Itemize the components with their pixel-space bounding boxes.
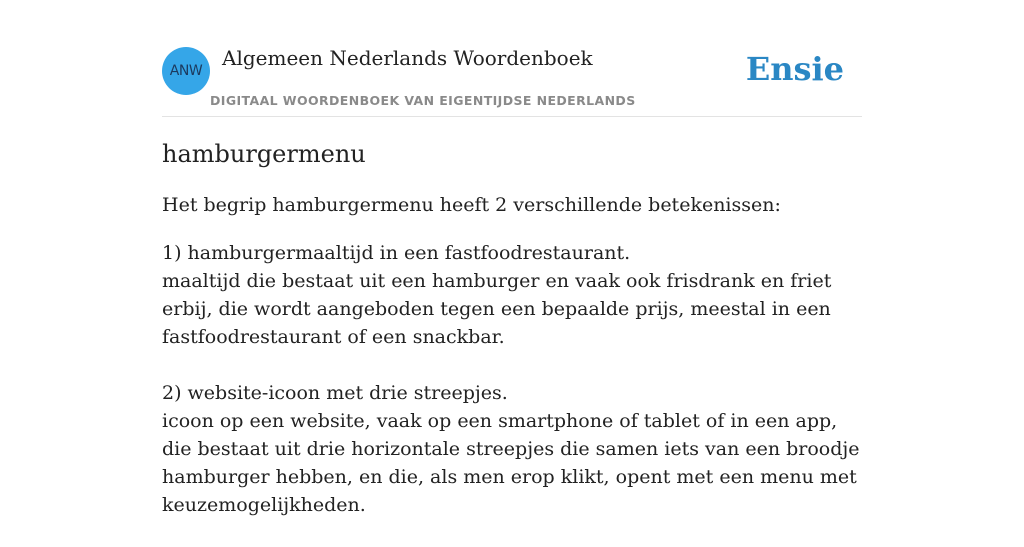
page-container — [162, 0, 862, 516]
definition-text: maaltijd die bestaat uit een hamburger en vaak ook frisdrank en friet erbij, die wordt aangeboden tegen een bepaalde prijs, meestal in een fastfoodrestaurant of een snackbar. — [162, 270, 832, 348]
site-header — [162, 0, 862, 117]
logo-text: ANW — [169, 63, 203, 79]
anw-logo[interactable] — [162, 47, 210, 95]
definitions-list — [162, 239, 862, 547]
definition-heading: 2) website-icoon met drie streepjes. — [162, 382, 508, 404]
site-subtitle: DIGITAAL WOORDENBOEK VAN EIGENTIJDSE NEDERLANDS — [210, 93, 636, 108]
definition-item — [162, 379, 862, 519]
entry-intro: Het begrip hamburgermenu heeft 2 verschillende betekenissen: — [162, 194, 781, 216]
definition-item — [162, 239, 862, 351]
definition-heading: 1) hamburgermaaltijd in een fastfoodrestaurant. — [162, 242, 631, 264]
definition-text: icoon op een website, vaak op een smartphone of tablet of in een app, die bestaat uit drie horizontale streepjes die samen iets van een broodje hamburger hebben, en die, als men erop klikt, opent met een menu met keuzemogelijkheden. — [162, 410, 860, 516]
site-title[interactable]: Algemeen Nederlands Woordenboek — [222, 46, 593, 70]
ensie-brand-link[interactable]: Ensie — [745, 50, 844, 88]
page-title: hamburgermenu — [162, 140, 366, 168]
